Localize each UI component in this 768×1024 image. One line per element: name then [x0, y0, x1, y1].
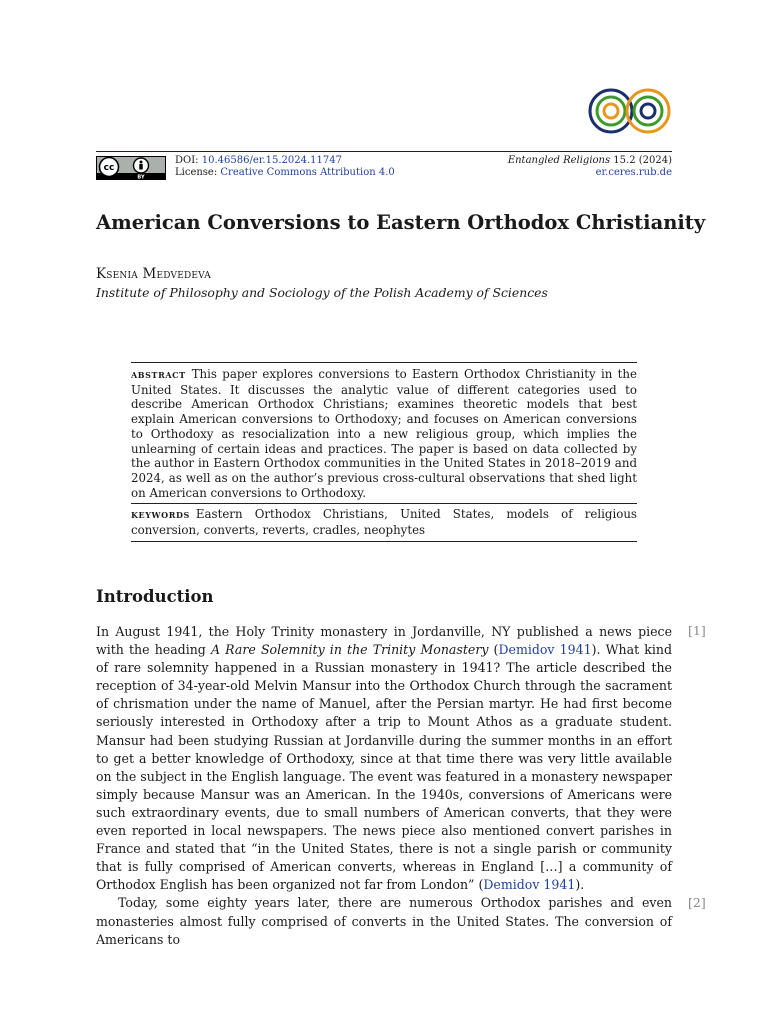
abstract-box — [131, 362, 637, 542]
journal-site-link[interactable]: er.ceres.rub.de — [595, 167, 672, 178]
license-link[interactable]: Creative Commons Attribution 4.0 — [220, 167, 395, 178]
keywords-label: keywords — [131, 508, 190, 522]
author-affiliation: Institute of Philosophy and Sociology of the Polish Academy of Sciences — [96, 285, 548, 300]
cc-by-license-icon[interactable] — [96, 156, 166, 180]
body-text — [96, 623, 672, 949]
journal-logo — [588, 84, 674, 138]
paragraph-number-2: [2] — [688, 895, 706, 910]
cc-badge-by-text: BY — [137, 174, 145, 180]
journal-line — [508, 155, 672, 167]
license-label: License: — [175, 167, 218, 178]
header-rule — [96, 151, 672, 152]
doi-link[interactable]: 10.46586/er.15.2024.11747 — [201, 155, 342, 166]
section-heading: Introduction — [96, 587, 214, 606]
journal-name: Entangled Religions — [507, 155, 611, 166]
article-meta — [175, 155, 395, 179]
journal-meta — [508, 155, 672, 179]
paragraph-number-1: [1] — [688, 623, 706, 638]
keywords — [131, 504, 637, 540]
journal-issue: 15.2 (2024) — [613, 155, 672, 166]
keywords-text: Eastern Orthodox Christians, United States, models of religious conversion, converts, reverts, cradles, neophytes — [131, 507, 637, 538]
newspiece-title: A Rare Solemnity in the Trinity Monastery — [210, 642, 489, 658]
paragraph-1-text-b: ( — [488, 642, 499, 658]
citation-link[interactable]: Demidov 1941 — [483, 877, 576, 893]
paragraph-1-text-c: ). What kind of rare solemnity happened in a Russian monastery in 1941? The article described the reception of 34-year-old Melvin Mansur into the Orthodox Church through the sacrament of chrismation under the name of Manuel, after the Persian martyr. He had first become seriously interested in Orthodoxy after a trip to Mount Athos as a graduate student. Mansur had been studying Russian at Jordanville during the summer months in an effort to get a better knowledge of Orthodoxy, since at that time there was very little available on the subject in the English language. The event was featured in a monastery newspaper simply because Mansur was an American. In the 1940s, conversions of Americans were such extraordinary events, due to small numbers of American converts, that they were even reported in local newspapers. The news piece also mentioned convert parishes in France and stated that “in the United States, there is not a single parish or community that is fully comprised of American converts, whereas in England […] a community of Orthodox English has been organized not far from London” ( — [96, 642, 672, 893]
article-title: American Conversions to Eastern Orthodox Christianity — [96, 211, 706, 234]
citation-link[interactable]: Demidov 1941 — [498, 642, 592, 658]
abstract-label: abstract — [131, 368, 186, 381]
author-name: Ksenia Medvedeva — [96, 266, 211, 282]
abstract — [131, 363, 637, 503]
doi-line — [175, 155, 395, 167]
license-line — [175, 167, 395, 179]
svg-text:cc: cc — [103, 163, 115, 174]
abstract-bottom-rule — [131, 541, 637, 542]
paragraph-2: Today, some eighty years later, there are numerous Orthodox parishes and even monasteries almost fully comprised of converts in the United States. The conversion of Americans to — [96, 895, 672, 947]
abstract-text: This paper explores conversions to Eastern Orthodox Christianity in the United States. It discusses the analytic value of different categories used to describe American Orthodox Christians; examines theoretic models that best explain American conversions to Orthodoxy; and focuses on American conversions to Orthodoxy as resocialization into a new religious group, which implies the unlearning of certain ideas and practices. The paper is based on data collected by the author in Eastern Orthodox communities in the United States in 2018–2019 and 2024, as well as on the author’s previous cross-cultural observations that shed light on American conversions to Orthodoxy. — [131, 367, 637, 500]
paragraph-1-text-d: ). — [575, 877, 585, 893]
paragraph-1 — [96, 623, 672, 894]
doi-label: DOI: — [175, 155, 199, 166]
paragraph-1-text-a: In August 1941, the Holy Trinity monastery in Jordanville, NY published a news piece with the heading — [96, 624, 672, 658]
